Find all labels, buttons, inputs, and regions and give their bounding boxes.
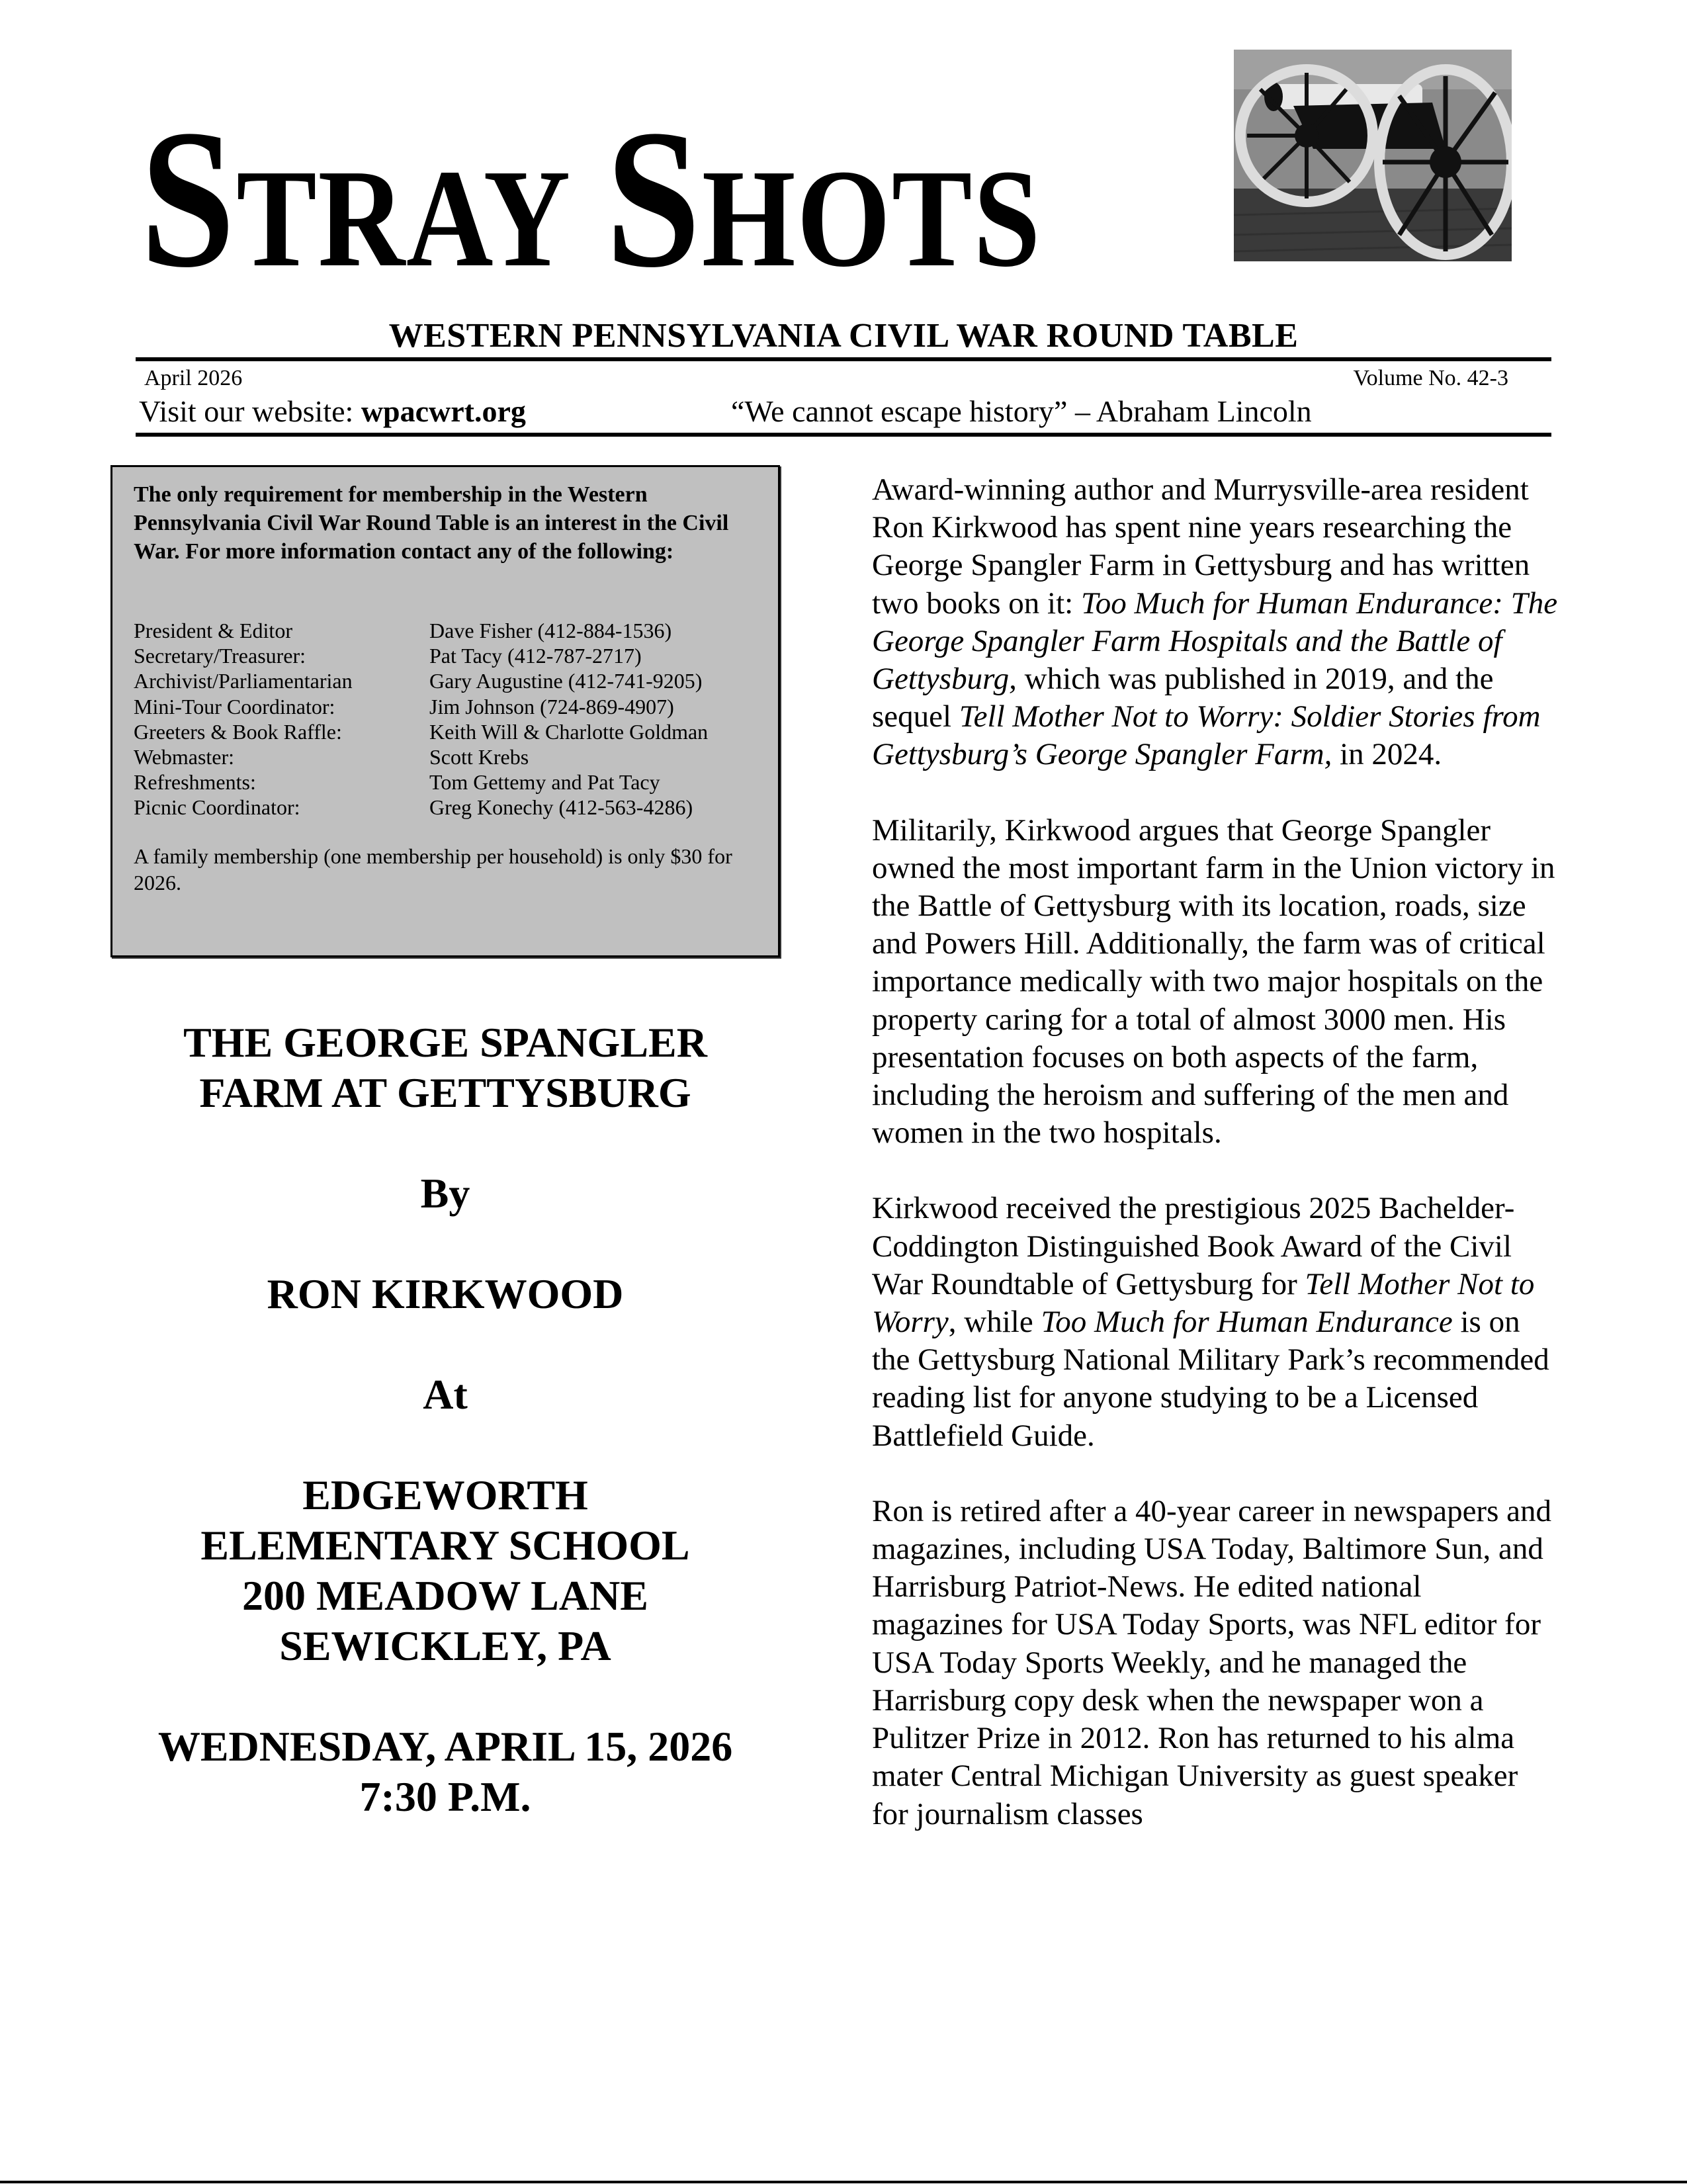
officer-role: Mini-Tour Coordinator: <box>134 694 335 719</box>
lincoln-quote: “We cannot escape history” – Abraham Lincoln <box>731 394 1312 428</box>
officer-row <box>134 744 762 769</box>
officer-row <box>134 694 762 719</box>
officer-row <box>134 668 762 693</box>
cannon-photo <box>1234 50 1512 261</box>
officer-name: Keith Will & Charlotte Goldman <box>429 719 709 744</box>
volume-number: Volume No. 42-3 <box>1353 366 1508 390</box>
by-label: By <box>420 1170 470 1217</box>
officer-name: Greg Konechy (412-563-4286) <box>429 795 693 820</box>
cannon-icon <box>1234 50 1512 261</box>
at-label: At <box>423 1371 468 1418</box>
website-label: Visit our website: <box>139 394 361 428</box>
venue-address: 200 MEADOW LANE <box>242 1572 648 1619</box>
article-paragraph-3: Kirkwood received the prestigious 2025 Bachelder-Coddington Distinguished Book Award of the Civil War Roundtable of Gettysburg for Tell Mother Not to Worry, while Too Much for Human Endurance is on the Gettysburg National Military Park’s recommended reading list for anyone studying to be a Licensed Battlefield Guide. <box>872 1191 1549 1453</box>
book-title: Tell Mother Not to Worry: Soldier Stories from Gettysburg’s George Spangler Farm, <box>872 699 1541 772</box>
website-link[interactable]: wpacwrt.org <box>361 394 526 428</box>
officer-row <box>134 769 762 795</box>
officer-name: Scott Krebs <box>429 745 529 769</box>
venue-line2: ELEMENTARY SCHOOL <box>200 1522 690 1569</box>
officer-role: President & Editor <box>134 619 292 642</box>
page-bottom-rule <box>0 2181 1687 2183</box>
officer-row <box>134 795 762 820</box>
event-time: 7:30 P.M. <box>359 1773 531 1820</box>
title-word-shots: SHOTS <box>605 89 1042 308</box>
speaker-name: RON KIRKWOOD <box>267 1270 624 1317</box>
officer-name: Jim Johnson (724-869-4907) <box>429 694 674 719</box>
venue-line1: EDGEWORTH <box>302 1471 588 1518</box>
family-membership-note: A family membership (one membership per household) is only $30 for 2026. <box>134 844 732 895</box>
officer-row <box>134 643 762 668</box>
talk-title-line2: FARM AT GETTYSBURG <box>199 1069 691 1116</box>
officer-list <box>134 618 762 820</box>
event-date: WEDNESDAY, APRIL 15, 2026 <box>157 1723 733 1770</box>
article-paragraph-4: Ron is retired after a 40-year career in newspapers and magazines, including USA Today, Baltimore Sun, and Harrisburg Patriot-News. He edited national magazines for USA Today Sports, was NFL editor for USA Today Sports Weekly, and he managed the Harrisburg copy desk when the newspaper won a Pulitzer Prize in 2012. Ron has returned to his alma mater Central Michigan University as guest speaker for journalism classes <box>872 1493 1551 1831</box>
officer-role: Secretary/Treasurer: <box>134 644 306 668</box>
officer-role: Archivist/Parliamentarian <box>134 669 353 693</box>
organization-name: WESTERN PENNSYLVANIA CIVIL WAR ROUND TABLE <box>388 317 1299 355</box>
membership-box <box>110 465 780 957</box>
article-paragraph-2: Militarily, Kirkwood argues that George Spangler owned the most important farm in the Union victory in the Battle of Gettysburg with its location, roads, size and Powers Hill. Additionally, the farm was of critical importance medically with two major hospitals on the property caring for a total of almost 3000 men. His presentation focuses on both aspects of the farm, including the heroism and suffering of the men and women in the two hospitals. <box>872 812 1555 1151</box>
venue-city: SEWICKLEY, PA <box>279 1622 611 1669</box>
book-title: Too Much for Human Endurance <box>1041 1305 1453 1340</box>
officer-name: Pat Tacy (412-787-2717) <box>429 644 642 668</box>
title-word-stray: STRAY <box>140 89 572 308</box>
officer-role: Picnic Coordinator: <box>134 795 300 820</box>
officer-name: Dave Fisher (412-884-1536) <box>429 619 672 642</box>
talk-title-line1: THE GEORGE SPANGLER <box>183 1019 707 1066</box>
website-line <box>139 393 526 430</box>
issue-date: April 2026 <box>144 366 243 390</box>
masthead-rule-top <box>136 357 1551 361</box>
book-title: Tell Mother Not to Worry <box>872 1266 1535 1340</box>
speaker-article <box>872 471 1560 1871</box>
officer-role: Refreshments: <box>134 770 256 795</box>
event-announcement <box>110 1018 780 1822</box>
masthead-rule-bottom <box>136 433 1551 437</box>
book-title: Too Much for Human Endurance: The George Spangler Farm Hospitals and the Battle of Gettysburg, <box>872 586 1558 697</box>
membership-intro: The only requirement for membership in the Western Pennsylvania Civil War Round Table is an interest in the Civil War. For more information contact any of the following: <box>134 482 729 564</box>
officer-name: Tom Gettemy and Pat Tacy <box>429 770 660 795</box>
officer-name: Gary Augustine (412-741-9205) <box>429 669 703 693</box>
newsletter-title <box>140 89 1076 308</box>
officer-role: Greeters & Book Raffle: <box>134 719 342 744</box>
officer-row <box>134 618 762 643</box>
article-paragraph-1: Award-winning author and Murrysville-area resident Ron Kirkwood has spent nine years researching the George Spangler Farm in Gettysburg and has written two books on it: Too Much for Human Endurance: The George Spangler Farm Hospitals and the Battle of Gettysburg, which was published in 2019, and the sequel Tell Mother Not to Worry: Soldier Stories from Gettysburg’s George Spangler Farm, in 2024. <box>872 472 1558 772</box>
officer-role: Webmaster: <box>134 745 235 769</box>
officer-row <box>134 719 762 744</box>
